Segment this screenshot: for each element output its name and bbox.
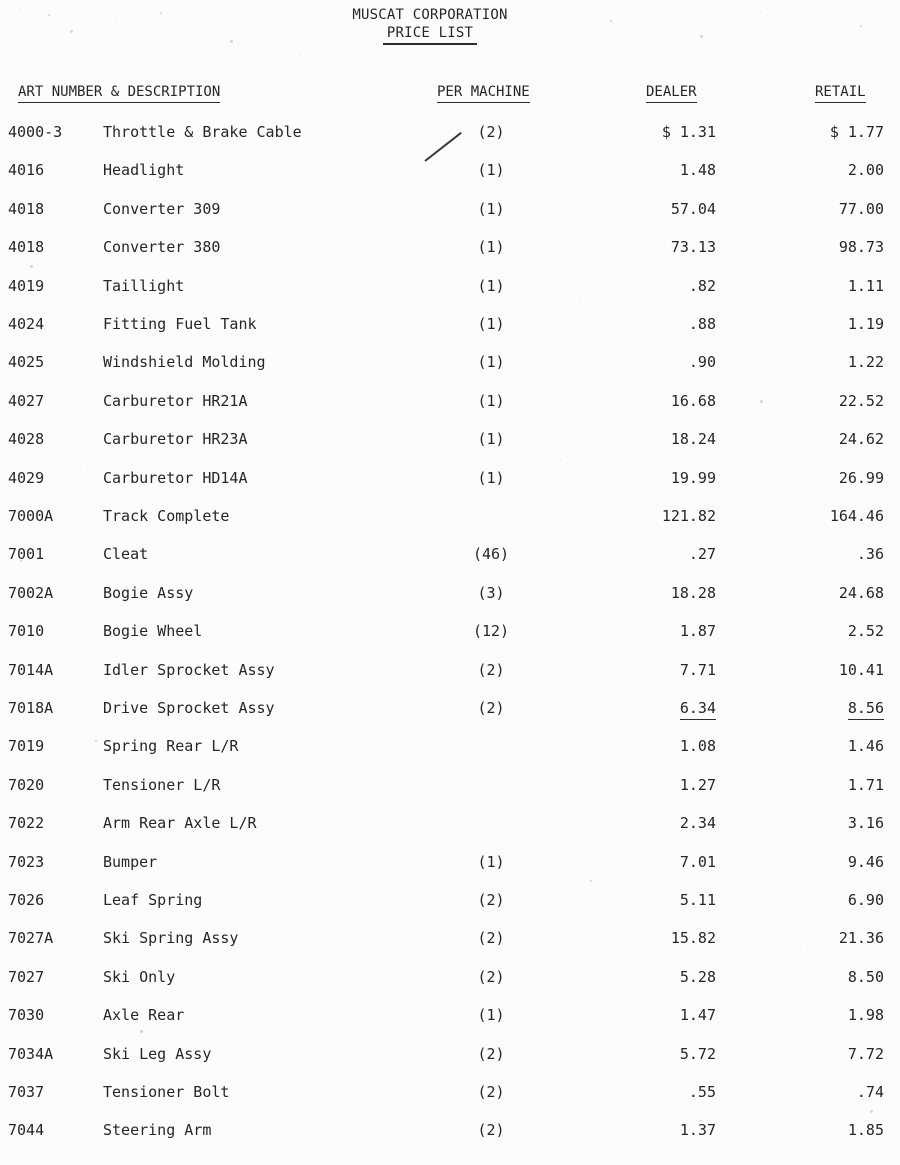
- part-description: Spring Rear L/R: [103, 737, 239, 756]
- part-description: Arm Rear Axle L/R: [103, 814, 257, 833]
- table-row: [0, 1120, 900, 1158]
- per-machine-qty: (1): [477, 199, 505, 218]
- part-number: 7014A: [8, 660, 54, 679]
- scan-speckle: [20, 8, 21, 9]
- retail-price: .74: [856, 1083, 884, 1101]
- part-description: Axle Rear: [103, 1006, 185, 1025]
- table-row: [0, 237, 900, 275]
- column-header-per-machine: PER MACHINE: [437, 83, 530, 103]
- table-row: [0, 506, 900, 544]
- part-description: Headlight: [103, 161, 185, 180]
- part-description: Drive Sprocket Assy: [103, 699, 275, 717]
- part-number: 4018: [8, 238, 45, 257]
- scan-speckle: [760, 12, 761, 13]
- scan-speckle: [700, 35, 703, 38]
- retail-price: 8.56: [848, 698, 884, 720]
- retail-price: 3.16: [847, 814, 884, 833]
- retail-price: 1.11: [847, 276, 884, 295]
- per-machine-qty: (1): [477, 852, 505, 871]
- per-machine-qty: (12): [472, 622, 510, 641]
- retail-price: 24.62: [838, 430, 884, 449]
- retail-price: 1.46: [847, 737, 884, 756]
- dealer-price: 57.04: [670, 199, 716, 218]
- dealer-price: 1.27: [679, 775, 716, 794]
- table-row: [0, 276, 900, 314]
- scan-speckle: [580, 300, 581, 301]
- dealer-price: 1.87: [679, 622, 716, 641]
- dealer-price: $ 1.31: [661, 123, 716, 141]
- scan-speckle: [700, 1120, 702, 1122]
- part-description: Idler Sprocket Assy: [103, 660, 275, 679]
- retail-price: 164.46: [829, 507, 884, 525]
- dealer-price: 16.68: [670, 391, 716, 410]
- per-machine-qty: (3): [477, 583, 505, 602]
- scan-speckle: [860, 25, 862, 27]
- retail-price: 1.71: [847, 775, 884, 794]
- retail-price: 24.68: [838, 583, 884, 602]
- part-number: 7020: [8, 775, 45, 794]
- part-number: 4018: [8, 199, 45, 218]
- part-number: 7027A: [8, 929, 54, 948]
- retail-price: 1.98: [847, 1006, 884, 1025]
- retail-price: .36: [856, 545, 884, 564]
- table-row: [0, 736, 900, 774]
- company-name: MUSCAT CORPORATION: [352, 7, 508, 23]
- per-machine-qty: (46): [472, 545, 510, 564]
- retail-price: 2.00: [847, 161, 884, 180]
- dealer-price: 19.99: [670, 468, 716, 487]
- part-description: Converter 309: [103, 199, 221, 218]
- table-row: [0, 1005, 900, 1043]
- part-number: 7023: [8, 852, 45, 871]
- per-machine-qty: (1): [477, 430, 505, 449]
- part-description: Taillight: [103, 276, 185, 295]
- dealer-price: 15.82: [670, 929, 716, 948]
- part-description: Ski Spring Assy: [103, 929, 239, 948]
- part-description: Leaf Spring: [103, 891, 203, 909]
- per-machine-qty: (2): [477, 660, 505, 679]
- part-number: 7037: [8, 1083, 45, 1101]
- per-machine-qty: (1): [477, 276, 505, 295]
- scan-speckle: [160, 12, 162, 14]
- dealer-price: .27: [688, 545, 716, 564]
- part-description: Bogie Assy: [103, 583, 194, 602]
- per-machine-qty: (1): [477, 161, 505, 180]
- table-row: [0, 698, 900, 736]
- column-header-retail: RETAIL: [815, 83, 866, 103]
- scan-speckle: [800, 950, 801, 951]
- scan-speckle: [760, 400, 763, 403]
- part-description: Cleat: [103, 545, 149, 564]
- dealer-price: 5.72: [679, 1044, 716, 1063]
- table-row: [0, 1082, 900, 1120]
- per-machine-qty: (2): [477, 699, 505, 717]
- table-row: [0, 352, 900, 390]
- part-description: Ski Leg Assy: [103, 1044, 212, 1063]
- part-number: 4029: [8, 468, 45, 487]
- part-description: Carburetor HD14A: [103, 468, 248, 487]
- table-row: [0, 160, 900, 198]
- dealer-price: 18.28: [670, 583, 716, 602]
- table-row: [0, 429, 900, 467]
- part-description: Tensioner Bolt: [103, 1083, 230, 1101]
- part-number: 7034A: [8, 1044, 54, 1063]
- part-number: 7026: [8, 891, 45, 909]
- per-machine-qty: (2): [477, 967, 505, 986]
- part-description: Carburetor HR21A: [103, 391, 248, 410]
- table-row: [0, 391, 900, 429]
- part-description: Carburetor HR23A: [103, 430, 248, 449]
- per-machine-qty: (2): [477, 123, 505, 141]
- scan-speckle: [30, 265, 33, 268]
- dealer-price: 5.11: [679, 891, 716, 909]
- part-number: 7018A: [8, 699, 54, 717]
- part-number: 4016: [8, 161, 45, 180]
- per-machine-qty: (1): [477, 468, 505, 487]
- price-list-heading: PRICE LIST: [383, 24, 477, 45]
- table-row: [0, 852, 900, 890]
- table-row: [0, 775, 900, 813]
- dealer-price: 121.82: [661, 507, 716, 525]
- scan-speckle: [870, 1110, 873, 1113]
- dealer-price: 1.37: [679, 1121, 716, 1140]
- dealer-price: 2.34: [679, 814, 716, 833]
- part-description: Tensioner L/R: [103, 775, 221, 794]
- per-machine-qty: (2): [477, 1083, 505, 1101]
- scan-speckle: [140, 1030, 143, 1033]
- per-machine-qty: (1): [477, 238, 505, 257]
- part-number: 7022: [8, 814, 45, 833]
- part-number: 7044: [8, 1121, 45, 1140]
- table-row: [0, 314, 900, 352]
- dealer-price: .88: [688, 315, 716, 333]
- dealer-price: 18.24: [670, 430, 716, 449]
- table-row: [0, 199, 900, 237]
- table-row: [0, 1044, 900, 1082]
- dealer-price: 6.34: [680, 698, 716, 720]
- table-row: [0, 468, 900, 506]
- per-machine-qty: (1): [477, 315, 505, 333]
- dealer-price: 1.48: [679, 161, 716, 180]
- part-number: 7030: [8, 1006, 45, 1025]
- scan-speckle: [20, 560, 22, 562]
- scan-speckle: [560, 460, 561, 461]
- dealer-price: 7.71: [679, 660, 716, 679]
- scan-speckle: [48, 14, 50, 16]
- retail-price: 1.19: [847, 315, 884, 333]
- retail-price: 10.41: [838, 660, 884, 679]
- table-row: [0, 544, 900, 582]
- table-row: [0, 621, 900, 659]
- dealer-price: .82: [688, 276, 716, 295]
- part-number: 7019: [8, 737, 45, 756]
- scan-speckle: [230, 40, 233, 43]
- table-row: [0, 967, 900, 1005]
- retail-price: 2.52: [847, 622, 884, 641]
- part-number: 7010: [8, 622, 45, 641]
- retail-price: 26.99: [838, 468, 884, 487]
- part-number: 7001: [8, 545, 45, 564]
- part-description: Track Complete: [103, 507, 230, 525]
- part-number: 4027: [8, 391, 45, 410]
- table-row: [0, 813, 900, 851]
- dealer-price: .55: [688, 1083, 716, 1101]
- part-description: Ski Only: [103, 967, 176, 986]
- scan-speckle: [115, 22, 116, 23]
- retail-price: 1.85: [847, 1121, 884, 1140]
- table-row: [0, 890, 900, 928]
- scan-speckle: [300, 55, 301, 56]
- retail-price: 7.72: [847, 1044, 884, 1063]
- document-title: [0, 6, 860, 45]
- per-machine-qty: (2): [477, 891, 505, 909]
- table-row: [0, 583, 900, 621]
- retail-price: 22.52: [838, 391, 884, 410]
- scan-speckle: [95, 740, 97, 742]
- scan-speckle: [610, 20, 612, 22]
- part-number: 4024: [8, 315, 45, 333]
- part-description: Fitting Fuel Tank: [103, 315, 257, 333]
- retail-price: 77.00: [838, 199, 884, 218]
- per-machine-qty: (2): [477, 1044, 505, 1063]
- retail-price: $ 1.77: [829, 123, 884, 141]
- part-description: Converter 380: [103, 238, 221, 257]
- per-machine-qty: (1): [477, 1006, 505, 1025]
- part-number: 4025: [8, 353, 45, 372]
- column-header-part-description: ART NUMBER & DESCRIPTION: [18, 83, 220, 103]
- part-number: 7000A: [8, 507, 54, 525]
- part-number: 7027: [8, 967, 45, 986]
- table-row: [0, 660, 900, 698]
- dealer-price: 1.47: [679, 1006, 716, 1025]
- dealer-price: .90: [688, 353, 716, 372]
- dealer-price: 73.13: [670, 238, 716, 257]
- scan-speckle: [80, 470, 81, 471]
- table-row: [0, 122, 900, 160]
- dealer-price: 5.28: [679, 967, 716, 986]
- column-header-dealer: DEALER: [646, 83, 697, 103]
- per-machine-qty: (1): [477, 353, 505, 372]
- dealer-price: 1.08: [679, 737, 716, 756]
- retail-price: 6.90: [847, 891, 884, 909]
- part-number: 4000-3: [8, 123, 63, 141]
- scan-speckle: [590, 880, 592, 882]
- retail-price: 98.73: [838, 238, 884, 257]
- retail-price: 8.50: [847, 967, 884, 986]
- part-number: 4028: [8, 430, 45, 449]
- part-description: Windshield Molding: [103, 353, 266, 372]
- part-description: Bogie Wheel: [103, 622, 203, 641]
- part-description: Throttle & Brake Cable: [103, 123, 302, 141]
- dealer-price: 7.01: [679, 852, 716, 871]
- table-row: [0, 928, 900, 966]
- part-description: Steering Arm: [103, 1121, 212, 1140]
- part-number: 4019: [8, 276, 45, 295]
- scan-speckle: [70, 30, 73, 33]
- per-machine-qty: (2): [477, 929, 505, 948]
- retail-price: 21.36: [838, 929, 884, 948]
- retail-price: 1.22: [847, 353, 884, 372]
- part-number: 7002A: [8, 583, 54, 602]
- per-machine-qty: (1): [477, 391, 505, 410]
- retail-price: 9.46: [847, 852, 884, 871]
- part-description: Bumper: [103, 852, 158, 871]
- per-machine-qty: (2): [477, 1121, 505, 1140]
